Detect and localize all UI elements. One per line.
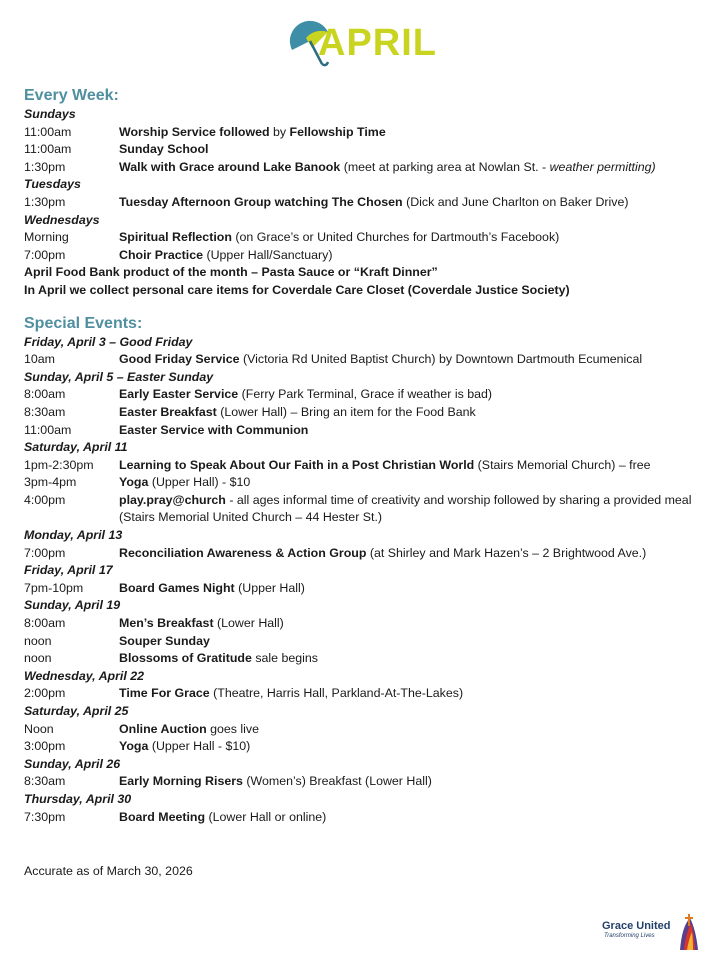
schedule-row: [24, 773, 704, 791]
schedule-row: [24, 545, 704, 563]
collection-notice: In April we collect personal care items for Coverdale Care Closet (Coverdale Justice Society): [24, 282, 570, 297]
event-description: Good Friday Service (Victoria Rd United Baptist Church) by Downtown Dartmouth Ecumenical: [119, 352, 643, 367]
schedule-row: [24, 685, 704, 703]
day-heading: Sunday, April 19: [24, 598, 121, 613]
schedule-row: [24, 580, 704, 598]
day-heading: Sunday, April 5 – Easter Sunday: [24, 369, 214, 384]
event-time: 3:00pm: [24, 739, 66, 754]
event-time: 11:00am: [24, 422, 72, 437]
event-time: 7pm-10pm: [24, 580, 84, 595]
schedule-row: [24, 738, 704, 756]
event-time: 10am: [24, 352, 55, 367]
day-heading: Friday, April 17: [24, 563, 113, 578]
event-description: Easter Breakfast (Lower Hall) – Bring an item for the Food Bank: [119, 404, 476, 419]
every-week-title: Every Week:: [24, 87, 119, 104]
food-bank-notice: April Food Bank product of the month – Pasta Sauce or “Kraft Dinner”: [24, 265, 438, 280]
event-description: Blossoms of Gratitude sale begins: [119, 651, 319, 666]
event-time: 8:00am: [24, 616, 66, 631]
event-time: 4:00pm: [24, 492, 66, 507]
schedule-row: [24, 650, 704, 668]
schedule-row: [24, 386, 704, 404]
special-events-title: Special Events:: [24, 314, 143, 332]
event-time: 7:30pm: [24, 809, 66, 824]
event-time: 8:30am: [24, 774, 66, 789]
event-time: Morning: [24, 230, 69, 245]
day-heading: Wednesdays: [24, 212, 100, 227]
schedule-row: [24, 809, 704, 827]
event-time: 3pm-4pm: [24, 475, 77, 490]
schedule-content: [24, 86, 704, 826]
event-time: noon: [24, 651, 52, 666]
day-heading: Saturday, April 25: [24, 704, 129, 718]
schedule-row: [24, 474, 704, 492]
schedule-row: [24, 721, 704, 739]
event-description: Board Meeting (Lower Hall or online): [119, 809, 327, 824]
event-time: 8:30am: [24, 404, 66, 419]
event-time: 11:00am: [24, 124, 72, 139]
day-heading: Thursday, April 30: [24, 791, 132, 806]
event-description: Online Auction goes live: [119, 721, 260, 736]
event-time: Noon: [24, 721, 54, 736]
event-time: 7:00pm: [24, 247, 66, 262]
schedule-row: [24, 351, 704, 369]
event-time: 2:00pm: [24, 686, 66, 701]
event-description: play.pray@church - all ages informal time of creativity and worship followed by sharing a provided meal (Stairs Memorial United Church – 44 Hester St.): [119, 492, 692, 525]
schedule-row: [24, 124, 704, 142]
event-description: Men’s Breakfast (Lower Hall): [119, 616, 284, 631]
event-description: Sunday School: [119, 142, 209, 157]
event-description: Yoga (Upper Hall) - $10: [119, 475, 251, 490]
event-time: 11:00am: [24, 142, 72, 157]
schedule-row: [24, 194, 704, 212]
day-heading: Wednesday, April 22: [24, 668, 145, 683]
schedule-row: [24, 633, 704, 651]
logo-tagline: Transforming Lives: [604, 933, 655, 939]
event-description: Board Games Night (Upper Hall): [119, 580, 305, 595]
schedule-row: [24, 422, 704, 440]
day-heading: Saturday, April 11: [24, 440, 128, 455]
day-heading: Monday, April 13: [24, 528, 123, 543]
day-heading: Friday, April 3 – Good Friday: [24, 334, 193, 349]
schedule-row: [24, 404, 704, 422]
schedule-row: [24, 457, 704, 475]
event-description: Spiritual Reflection (on Grace’s or United Churches for Dartmouth’s Facebook): [119, 230, 560, 245]
special-events-list: [24, 334, 704, 827]
event-description: Choir Practice (Upper Hall/Sanctuary): [119, 247, 333, 262]
event-time: noon: [24, 633, 52, 648]
day-heading: Tuesdays: [24, 177, 81, 192]
page-title: APRIL: [318, 22, 437, 64]
event-description: Souper Sunday: [119, 633, 210, 648]
footer-logo: [602, 912, 702, 952]
schedule-row: [24, 141, 704, 159]
logo-name: Grace United: [602, 920, 671, 932]
event-time: 1:30pm: [24, 159, 66, 174]
schedule-row: [24, 492, 704, 527]
event-description: Reconciliation Awareness & Action Group (at Shirley and Mark Hazen’s – 2 Brightwood Ave.): [119, 545, 647, 560]
church-cross-icon: [676, 912, 702, 952]
event-time: 8:00am: [24, 387, 66, 402]
event-description: Walk with Grace around Lake Banook (meet at parking area at Nowlan St. - weather permitting): [119, 159, 656, 174]
event-description: Time For Grace (Theatre, Harris Hall, Parkland-At-The-Lakes): [119, 686, 464, 701]
page-header: [0, 8, 720, 68]
schedule-row: [24, 229, 704, 247]
accuracy-note: Accurate as of March 30, 2026: [24, 864, 193, 878]
event-description: Early Easter Service (Ferry Park Terminal, Grace if weather is bad): [119, 387, 493, 402]
event-description: Yoga (Upper Hall - $10): [119, 739, 251, 754]
event-time: 1:30pm: [24, 194, 66, 209]
schedule-row: [24, 247, 704, 265]
event-description: Easter Service with Communion: [119, 422, 309, 437]
schedule-row: [24, 159, 704, 177]
event-description: Learning to Speak About Our Faith in a Post Christian World (Stairs Memorial Church) – free: [119, 457, 651, 472]
event-description: Worship Service followed by Fellowship Time: [119, 124, 386, 139]
day-heading: Sundays: [24, 107, 76, 121]
day-heading: Sunday, April 26: [24, 756, 121, 771]
event-description: Tuesday Afternoon Group watching The Chosen (Dick and June Charlton on Baker Drive): [119, 194, 629, 209]
schedule-row: [24, 615, 704, 633]
event-time: 7:00pm: [24, 545, 66, 560]
event-time: 1pm-2:30pm: [24, 457, 94, 472]
event-description: Early Morning Risers (Women’s) Breakfast (Lower Hall): [119, 774, 432, 789]
